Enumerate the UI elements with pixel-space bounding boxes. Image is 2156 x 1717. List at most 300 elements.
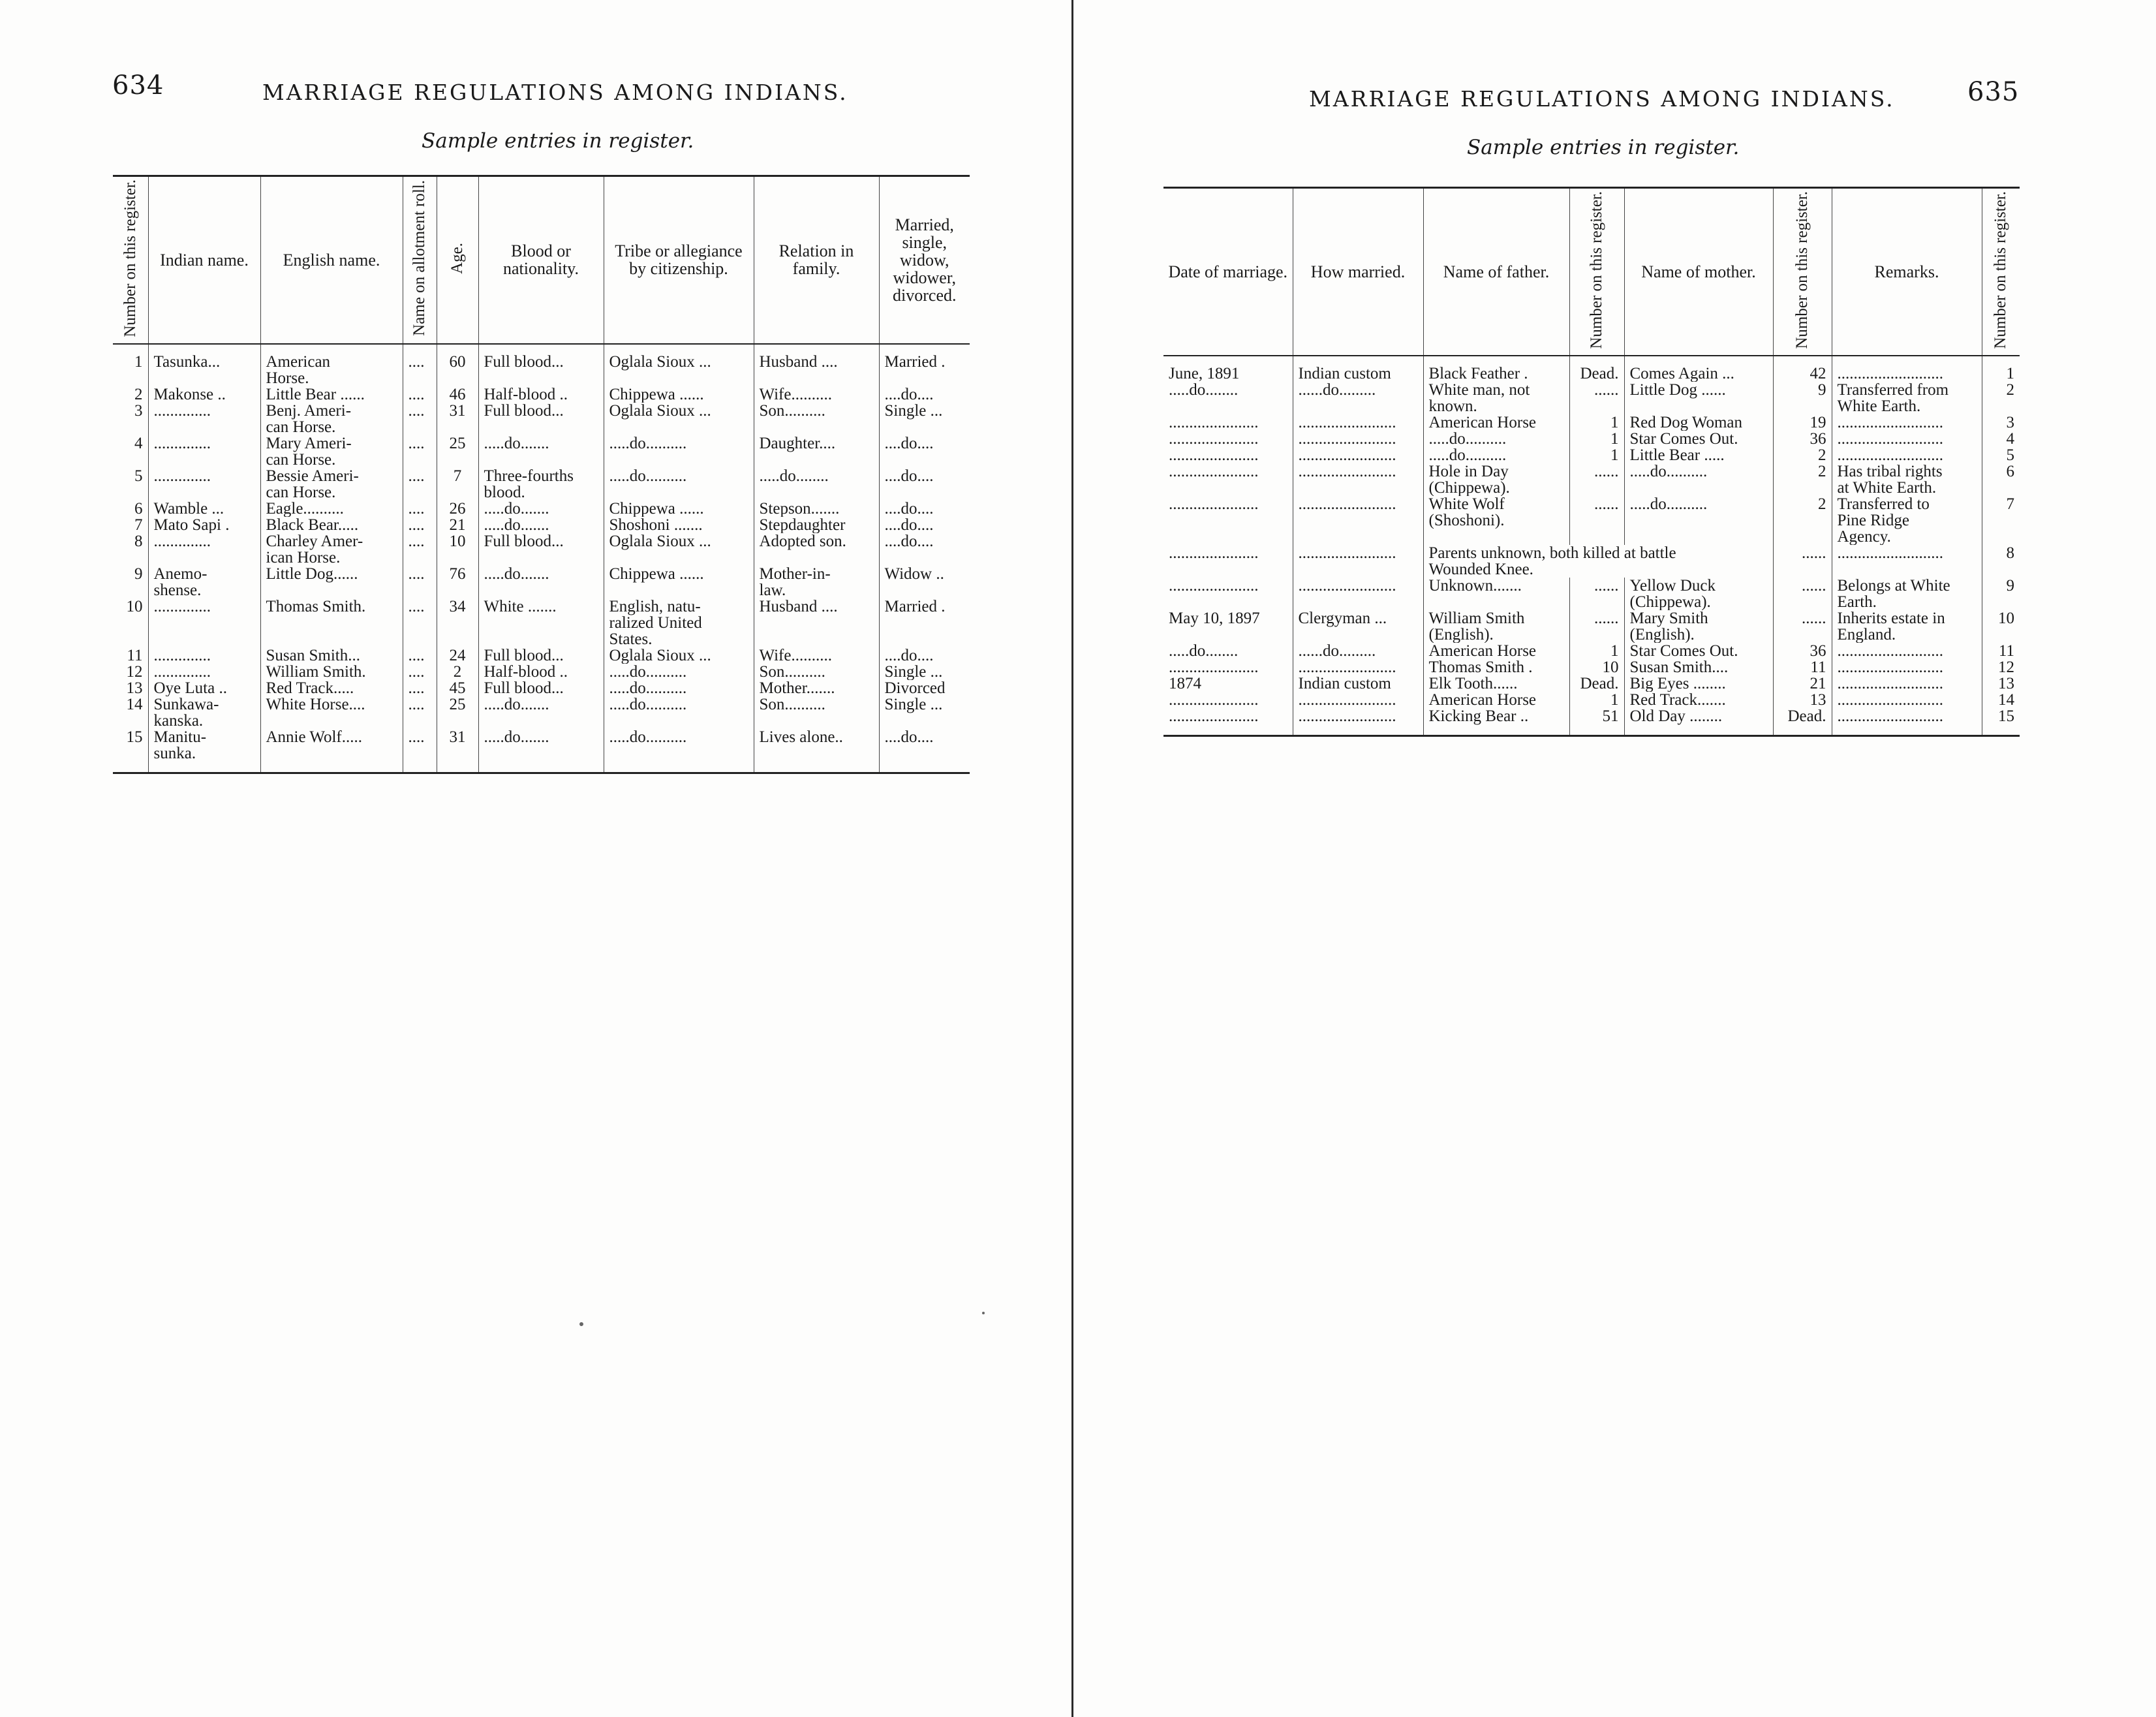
right-cell: Comes Again ... (1624, 356, 1773, 382)
header-how-married: How married. (1293, 188, 1423, 356)
right-row (1163, 708, 2020, 736)
right-register-table (1163, 187, 2020, 737)
right-cell: American Horse (1423, 643, 1569, 659)
left-cell: .....do.......... (604, 664, 754, 680)
right-cell: 12 (1982, 659, 2020, 675)
left-cell: 21 (437, 517, 478, 533)
right-cell: .....do.......... (1423, 447, 1569, 463)
left-cell: 26 (437, 501, 478, 517)
left-cell: Benj. Ameri- can Horse. (260, 403, 403, 435)
right-cell: Little Bear ..... (1624, 447, 1773, 463)
right-cell: 11 (1773, 659, 1832, 675)
left-row (113, 696, 970, 729)
page-gutter (1071, 0, 1073, 1717)
right-running-title: MARRIAGE REGULATIONS AMONG INDIANS. (1309, 86, 1895, 112)
right-cell: 1 (1569, 414, 1624, 431)
left-cell: Full blood... (478, 344, 604, 386)
right-cell: June, 1891 (1169, 364, 1240, 382)
right-cell: ...................... (1169, 691, 1259, 708)
left-row (113, 435, 970, 468)
right-cell: Mary Smith (English). (1624, 610, 1773, 643)
left-cell: .....do........ (754, 468, 879, 501)
left-cell: Anemo- shense. (148, 566, 260, 598)
left-cell: Tasunka... (148, 344, 260, 386)
left-cell: .....do....... (478, 566, 604, 598)
right-cell: American Horse (1423, 692, 1569, 708)
left-cell: Son.......... (754, 664, 879, 680)
right-cell: ...................... (1169, 495, 1259, 513)
right-cell: Dead. (1773, 708, 1832, 736)
left-cell: Son.......... (754, 403, 879, 435)
left-cell: Charley Amer- ican Horse. (260, 533, 403, 566)
right-cell: Yellow Duck (Chippewa). (1624, 578, 1773, 610)
right-cell: Clergyman ... (1293, 610, 1423, 643)
right-cell: ......do......... (1293, 643, 1423, 659)
right-row (1163, 545, 2020, 578)
left-cell: 45 (437, 680, 478, 696)
left-cell: 5 (134, 467, 143, 485)
left-cell: Stepson....... (754, 501, 879, 517)
left-cell: Full blood... (478, 680, 604, 696)
left-cell: .....do....... (478, 696, 604, 729)
right-cell: ........................ (1293, 447, 1423, 463)
header-father-name: Name of father. (1423, 188, 1569, 356)
right-cell: 2 (1773, 496, 1832, 545)
left-cell: .............. (148, 647, 260, 664)
right-row (1163, 659, 2020, 675)
left-cell: .............. (148, 598, 260, 647)
left-cell: Mother....... (754, 680, 879, 696)
right-cell: 42 (1773, 356, 1832, 382)
left-cell: .....do....... (478, 501, 604, 517)
left-row (113, 598, 970, 647)
right-row (1163, 496, 2020, 545)
right-row (1163, 431, 2020, 447)
right-cell: Transferred from White Earth. (1832, 382, 1982, 414)
right-cell: 14 (1982, 692, 2020, 708)
right-cell: 6 (1982, 463, 2020, 496)
right-cell: ...... (1569, 382, 1624, 414)
left-cell: Manitu- sunka. (148, 729, 260, 773)
left-page-number: 634 (112, 70, 164, 101)
left-cell: 3 (134, 402, 143, 420)
right-cell: ...... (1569, 463, 1624, 496)
left-cell: ....do.... (879, 435, 970, 468)
left-cell: 9 (134, 565, 143, 583)
left-cell: .....do.......... (604, 729, 754, 773)
left-cell: Oglala Sioux ... (604, 403, 754, 435)
right-cell: 19 (1773, 414, 1832, 431)
left-cell: 24 (437, 647, 478, 664)
right-cell: Big Eyes ........ (1624, 675, 1773, 692)
left-cell: Bessie Ameri- can Horse. (260, 468, 403, 501)
left-cell: .... (403, 517, 437, 533)
right-cell: 2 (1773, 447, 1832, 463)
right-cell: ........................ (1293, 463, 1423, 496)
left-cell: .... (403, 664, 437, 680)
left-cell: Oglala Sioux ... (604, 533, 754, 566)
left-row (113, 647, 970, 664)
left-cell: 12 (126, 663, 143, 680)
left-cell: English, natu- ralized United States. (604, 598, 754, 647)
left-cell: Widow .. (879, 566, 970, 598)
left-cell: ....do.... (879, 468, 970, 501)
left-running-title: MARRIAGE REGULATIONS AMONG INDIANS. (262, 80, 848, 105)
right-cell: ........................ (1293, 545, 1423, 578)
right-cell: .......................... (1832, 708, 1982, 736)
left-row (113, 533, 970, 566)
left-cell: .....do.......... (604, 696, 754, 729)
right-cell: 8 (1982, 545, 2020, 578)
right-cell: 7 (1982, 496, 2020, 545)
left-cell: Stepdaughter (754, 517, 879, 533)
right-cell: William Smith (English). (1423, 610, 1569, 643)
right-cell: Parents unknown, both killed at battle Wounded Knee. (1423, 545, 1773, 578)
left-cell: ....do.... (879, 501, 970, 517)
left-cell: 25 (437, 435, 478, 468)
left-cell: Single ... (879, 403, 970, 435)
left-cell: Makonse .. (148, 386, 260, 403)
right-cell: Thomas Smith . (1423, 659, 1569, 675)
left-cell: Mary Ameri- can Horse. (260, 435, 403, 468)
right-cell: ...... (1569, 578, 1624, 610)
right-cell: Red Track....... (1624, 692, 1773, 708)
left-page (0, 0, 1075, 1717)
left-cell: .....do.......... (604, 680, 754, 696)
right-cell: .......................... (1832, 675, 1982, 692)
left-cell: Oglala Sioux ... (604, 344, 754, 386)
left-cell: Three-fourths blood. (478, 468, 604, 501)
right-cell: 5 (1982, 447, 2020, 463)
left-cell: Lives alone.. (754, 729, 879, 773)
right-cell: .....do.......... (1423, 431, 1569, 447)
left-cell: .... (403, 647, 437, 664)
right-cell: Hole in Day (Chippewa). (1423, 463, 1569, 496)
left-cell: Chippewa ...... (604, 566, 754, 598)
right-cell: .....do........ (1169, 381, 1239, 399)
right-cell: ...... (1569, 496, 1624, 545)
right-cell: ........................ (1293, 692, 1423, 708)
right-cell: 3 (1982, 414, 2020, 431)
left-cell: .....do.......... (604, 435, 754, 468)
right-cell: .......................... (1832, 447, 1982, 463)
left-cell: 7 (437, 468, 478, 501)
left-cell: .... (403, 344, 437, 386)
left-cell: Husband .... (754, 344, 879, 386)
header-date-of-marriage: Date of marriage. (1163, 188, 1293, 356)
left-cell: 15 (113, 729, 148, 773)
left-cell: 76 (437, 566, 478, 598)
left-cell: .....do....... (478, 517, 604, 533)
left-register-body (113, 344, 970, 773)
right-row (1163, 447, 2020, 463)
left-cell: .... (403, 729, 437, 773)
left-cell: Chippewa ...... (604, 501, 754, 517)
right-cell: American Horse (1423, 414, 1569, 431)
right-cell: Susan Smith.... (1624, 659, 1773, 675)
right-page (1075, 0, 2156, 1717)
left-cell: Wife.......... (754, 386, 879, 403)
left-cell: Husband .... (754, 598, 879, 647)
right-cell: Inherits estate in England. (1832, 610, 1982, 643)
left-cell: Half-blood .. (478, 664, 604, 680)
right-cell: White Wolf (Shoshoni). (1423, 496, 1569, 545)
right-table-subtitle: Sample entries in register. (1467, 136, 1740, 159)
right-cell: Dead. (1569, 356, 1624, 382)
left-cell: .............. (148, 664, 260, 680)
right-cell: Black Feather . (1423, 356, 1569, 382)
left-cell: 31 (437, 403, 478, 435)
header-father-register-number: Number on this register. (1569, 188, 1624, 356)
left-cell: .............. (148, 403, 260, 435)
left-cell: 11 (127, 647, 143, 664)
right-cell: ...... (1773, 545, 1832, 578)
left-cell: Thomas Smith. (260, 598, 403, 647)
header-allotment-roll: Name on allotment roll. (403, 176, 437, 344)
right-cell: ...................... (1169, 577, 1259, 595)
right-cell: 9 (1773, 382, 1832, 414)
left-cell: 4 (134, 435, 143, 452)
header-marital-status: Married, single, widow, widower, divorced. (879, 176, 970, 344)
left-cell: .... (403, 680, 437, 696)
left-cell: 8 (134, 533, 143, 550)
right-cell: ...................... (1163, 708, 1293, 736)
right-cell: ...................... (1169, 430, 1259, 447)
right-cell: .......................... (1832, 692, 1982, 708)
left-cell: .....do....... (478, 435, 604, 468)
header-age: Age. (437, 176, 478, 344)
left-cell: Full blood... (478, 533, 604, 566)
left-row (113, 501, 970, 517)
right-cell: .......................... (1832, 659, 1982, 675)
left-cell: Daughter.... (754, 435, 879, 468)
right-cell: .....do.......... (1624, 496, 1773, 545)
left-cell: Shoshoni ....... (604, 517, 754, 533)
left-cell: .............. (148, 533, 260, 566)
header-mother-register-number: Number on this register. (1773, 188, 1832, 356)
right-cell: .....do.......... (1624, 463, 1773, 496)
right-cell: ........................ (1293, 431, 1423, 447)
header-indian-name: Indian name. (148, 176, 260, 344)
left-cell: 60 (437, 344, 478, 386)
header-register-number: Number on this register. (1982, 188, 2020, 356)
left-cell: 46 (437, 386, 478, 403)
right-cell: ...................... (1169, 463, 1259, 480)
left-cell: Annie Wolf..... (260, 729, 403, 773)
right-cell: 2 (1773, 463, 1832, 496)
left-cell: Adopted son. (754, 533, 879, 566)
right-cell: 1 (1569, 431, 1624, 447)
right-cell: Indian custom (1293, 675, 1423, 692)
right-row (1163, 382, 2020, 414)
left-cell: Oye Luta .. (148, 680, 260, 696)
right-cell: 9 (1982, 578, 2020, 610)
left-row (113, 468, 970, 501)
right-cell: May 10, 1897 (1169, 610, 1260, 627)
right-cell: ...................... (1169, 658, 1259, 675)
left-cell: Single ... (879, 664, 970, 680)
right-row (1163, 675, 2020, 692)
left-cell: .... (403, 435, 437, 468)
left-row (113, 566, 970, 598)
scan-speck (579, 1322, 583, 1326)
left-cell: American Horse. (260, 344, 403, 386)
right-row (1163, 692, 2020, 708)
right-cell: ...... (1773, 610, 1832, 643)
right-row (1163, 643, 2020, 659)
left-cell: Little Dog...... (260, 566, 403, 598)
left-cell: .... (403, 566, 437, 598)
left-cell: .... (403, 468, 437, 501)
left-cell: Black Bear..... (260, 517, 403, 533)
left-cell: .... (403, 501, 437, 517)
left-cell: .............. (148, 435, 260, 468)
left-cell: 13 (126, 679, 143, 696)
left-cell: Married . (879, 344, 970, 386)
right-cell: ...................... (1169, 446, 1259, 463)
right-cell: ...... (1773, 578, 1832, 610)
right-row (1163, 578, 2020, 610)
left-cell: Divorced (879, 680, 970, 696)
left-cell: White Horse.... (260, 696, 403, 729)
right-cell: ........................ (1293, 578, 1423, 610)
left-cell: Sunkawa- kanska. (148, 696, 260, 729)
left-cell: Mother-in- law. (754, 566, 879, 598)
left-register-table (113, 175, 970, 774)
right-cell: ........................ (1293, 414, 1423, 431)
left-row (113, 386, 970, 403)
left-cell: Red Track..... (260, 680, 403, 696)
left-cell: William Smith. (260, 664, 403, 680)
left-cell: 10 (126, 598, 143, 615)
left-cell: 7 (134, 516, 143, 533)
left-cell: Wife.......... (754, 647, 879, 664)
left-cell: 10 (437, 533, 478, 566)
right-cell: .......................... (1832, 414, 1982, 431)
right-cell: 10 (1569, 659, 1624, 675)
left-cell: Chippewa ...... (604, 386, 754, 403)
right-row (1163, 610, 2020, 643)
left-cell: .....do.......... (604, 468, 754, 501)
left-cell: ....do.... (879, 729, 970, 773)
left-row (113, 729, 970, 773)
left-cell: ....do.... (879, 647, 970, 664)
right-cell: ...................... (1169, 544, 1259, 562)
right-cell: 1 (1569, 447, 1624, 463)
right-cell: Transferred to Pine Ridge Agency. (1832, 496, 1982, 545)
left-row (113, 517, 970, 533)
right-cell: Star Comes Out. (1624, 431, 1773, 447)
left-cell: .... (403, 696, 437, 729)
scan-speck (982, 1312, 985, 1314)
right-cell: 4 (1982, 431, 2020, 447)
right-cell: .......................... (1832, 545, 1982, 578)
left-row (113, 403, 970, 435)
right-cell: Old Day ........ (1624, 708, 1773, 736)
left-cell: .... (403, 598, 437, 647)
left-cell: .............. (148, 468, 260, 501)
right-cell: ........................ (1293, 708, 1423, 736)
right-cell: 11 (1982, 643, 2020, 659)
right-row (1163, 463, 2020, 496)
header-number-on-register: Number on this register. (113, 176, 148, 344)
right-cell: ........................ (1293, 496, 1423, 545)
left-cell: Wamble ... (148, 501, 260, 517)
left-cell: 34 (437, 598, 478, 647)
left-cell: 14 (126, 696, 143, 713)
right-cell: .......................... (1832, 356, 1982, 382)
right-cell: 1874 (1169, 675, 1201, 692)
left-row (113, 344, 970, 386)
left-cell: .....do....... (478, 729, 604, 773)
left-cell: .... (403, 386, 437, 403)
right-cell: Little Dog ...... (1624, 382, 1773, 414)
right-cell: Has tribal rights at White Earth. (1832, 463, 1982, 496)
right-cell: Elk Tooth...... (1423, 675, 1569, 692)
left-cell: Susan Smith... (260, 647, 403, 664)
right-row (1163, 414, 2020, 431)
left-cell: ....do.... (879, 533, 970, 566)
right-cell: 15 (1982, 708, 2020, 736)
left-cell: ....do.... (879, 386, 970, 403)
right-cell: Star Comes Out. (1624, 643, 1773, 659)
right-cell: Belongs at White Earth. (1832, 578, 1982, 610)
right-cell: ........................ (1293, 659, 1423, 675)
left-cell: Son.......... (754, 696, 879, 729)
left-cell: Eagle.......... (260, 501, 403, 517)
left-cell: Full blood... (478, 647, 604, 664)
left-cell: 6 (134, 500, 143, 517)
right-cell: 1 (1982, 356, 2020, 382)
right-cell: White man, not known. (1423, 382, 1569, 414)
right-cell: .....do........ (1169, 642, 1239, 659)
left-cell: Little Bear ...... (260, 386, 403, 403)
right-cell: 13 (1773, 692, 1832, 708)
right-page-number: 635 (1967, 77, 2020, 107)
left-cell: .... (403, 533, 437, 566)
left-cell: White ....... (478, 598, 604, 647)
left-cell: .... (403, 403, 437, 435)
right-cell: Dead. (1569, 675, 1624, 692)
left-cell: 1 (134, 352, 143, 371)
right-cell: 36 (1773, 643, 1832, 659)
right-register-body (1163, 356, 2020, 736)
left-row (113, 664, 970, 680)
left-cell: Single ... (879, 696, 970, 729)
right-cell: Indian custom (1293, 356, 1423, 382)
right-cell: ...... (1569, 610, 1624, 643)
right-cell: Red Dog Woman (1624, 414, 1773, 431)
right-cell: 1 (1569, 643, 1624, 659)
header-english-name: English name. (260, 176, 403, 344)
left-cell: Full blood... (478, 403, 604, 435)
left-cell: 25 (437, 696, 478, 729)
header-relation: Relation in family. (754, 176, 879, 344)
left-cell: Half-blood .. (478, 386, 604, 403)
right-cell: .......................... (1832, 643, 1982, 659)
right-row (1163, 356, 2020, 382)
left-cell: ....do.... (879, 517, 970, 533)
right-cell: 1 (1569, 692, 1624, 708)
header-tribe: Tribe or allegiance by citizenship. (604, 176, 754, 344)
left-cell: 2 (437, 664, 478, 680)
header-mother-name: Name of mother. (1624, 188, 1773, 356)
right-cell: ......do......... (1293, 382, 1423, 414)
right-cell: 36 (1773, 431, 1832, 447)
right-cell: 51 (1569, 708, 1624, 736)
right-cell: 2 (1982, 382, 2020, 414)
right-cell: 13 (1982, 675, 2020, 692)
